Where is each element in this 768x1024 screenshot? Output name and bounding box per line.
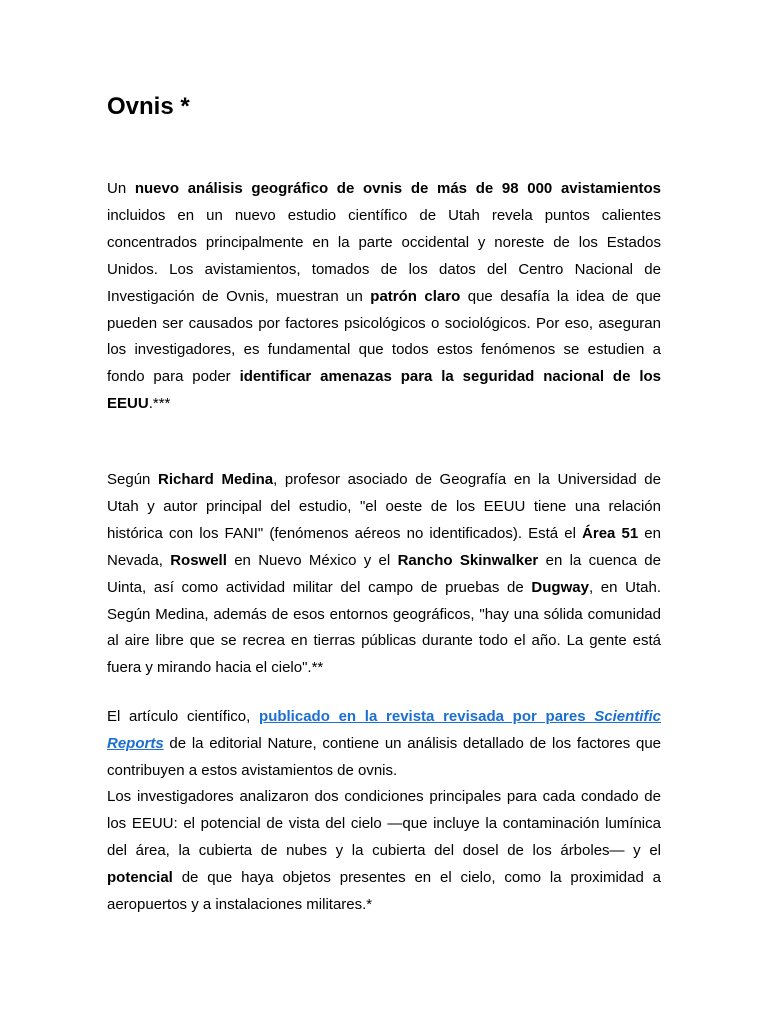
link-text[interactable]: publicado en la revista revisada por pares [259, 708, 595, 725]
text-run: .*** [148, 395, 171, 413]
bold-text: potencial [107, 868, 173, 886]
bold-text: Área 51 [582, 524, 639, 542]
text-run: , profesor asociado de Geografía en la Universidad de Utah y autor principal del estudio, "el oeste de los EEUU tiene una relación histórica con los FANI" (fenómenos aéreos no identificados). Está el [107, 471, 661, 542]
text-run: Los investigadores analizaron dos condiciones principales para cada condado de los EEUU: el potencial de vista del cielo —que incluye la contaminación lumínica del área, la cubierta de nubes y la cubierta del dosel de los árboles— y el [107, 788, 661, 859]
text-run: El artículo científico, [107, 708, 260, 725]
paragraph-medina [107, 467, 661, 682]
text-run: Un [107, 180, 135, 197]
text-run: en Nuevo México y el [226, 551, 398, 569]
text-run: en la cuenca de Uinta, así como actividad militar del campo de pruebas de [107, 551, 661, 596]
text-run: de que haya objetos presentes en el cielo, como la proximidad a aeropuertos y a instalaciones militares.* [107, 868, 661, 913]
bold-text: Roswell [170, 551, 227, 569]
page-title: Ovnis * [107, 93, 190, 120]
bold-text: Dugway [531, 578, 589, 596]
text-run: Según [107, 471, 158, 488]
text-run: , en Utah. Según Medina, además de esos entornos geográficos, "hay una sólida comunidad al aire libre que se recrea en tierras públicas durante todo el año. La gente está fuera y mirando hacia el cielo".** [107, 578, 661, 677]
paragraph-conditions [107, 784, 661, 919]
text-run: en Nevada, [107, 524, 661, 569]
text-run: de la editorial Nature, contiene un análisis detallado de los factores que contribuyen a estos avistamientos de ovnis. [107, 734, 661, 779]
journal-name[interactable]: Scientific Reports [107, 708, 661, 752]
bold-text: identificar amenazas para la seguridad nacional de los EEUU [107, 368, 661, 413]
text-run: que desafía la idea de que pueden ser causados por factores psicológicos o sociológicos. Por eso, aseguran los investigadores, es fundamental que todos estos fenómenos se estudien a fondo para poder [107, 287, 662, 386]
paragraph-article [107, 704, 661, 785]
bold-text: Rancho Skinwalker [397, 551, 539, 569]
paragraph-intro [107, 176, 661, 418]
text-run: incluidos en un nuevo estudio científico de Utah revela puntos calientes concentrados principalmente en la parte occidental y noreste de los Estados Unidos. Los avistamientos, tomados de los datos del Centro Nacional de Investigación de Ovnis, muestran un [107, 206, 661, 305]
bold-text: nuevo análisis geográfico de ovnis de más de 98 000 avistamientos [134, 180, 661, 197]
bold-text: patrón claro [370, 287, 461, 305]
bold-text: Richard Medina [158, 471, 274, 488]
